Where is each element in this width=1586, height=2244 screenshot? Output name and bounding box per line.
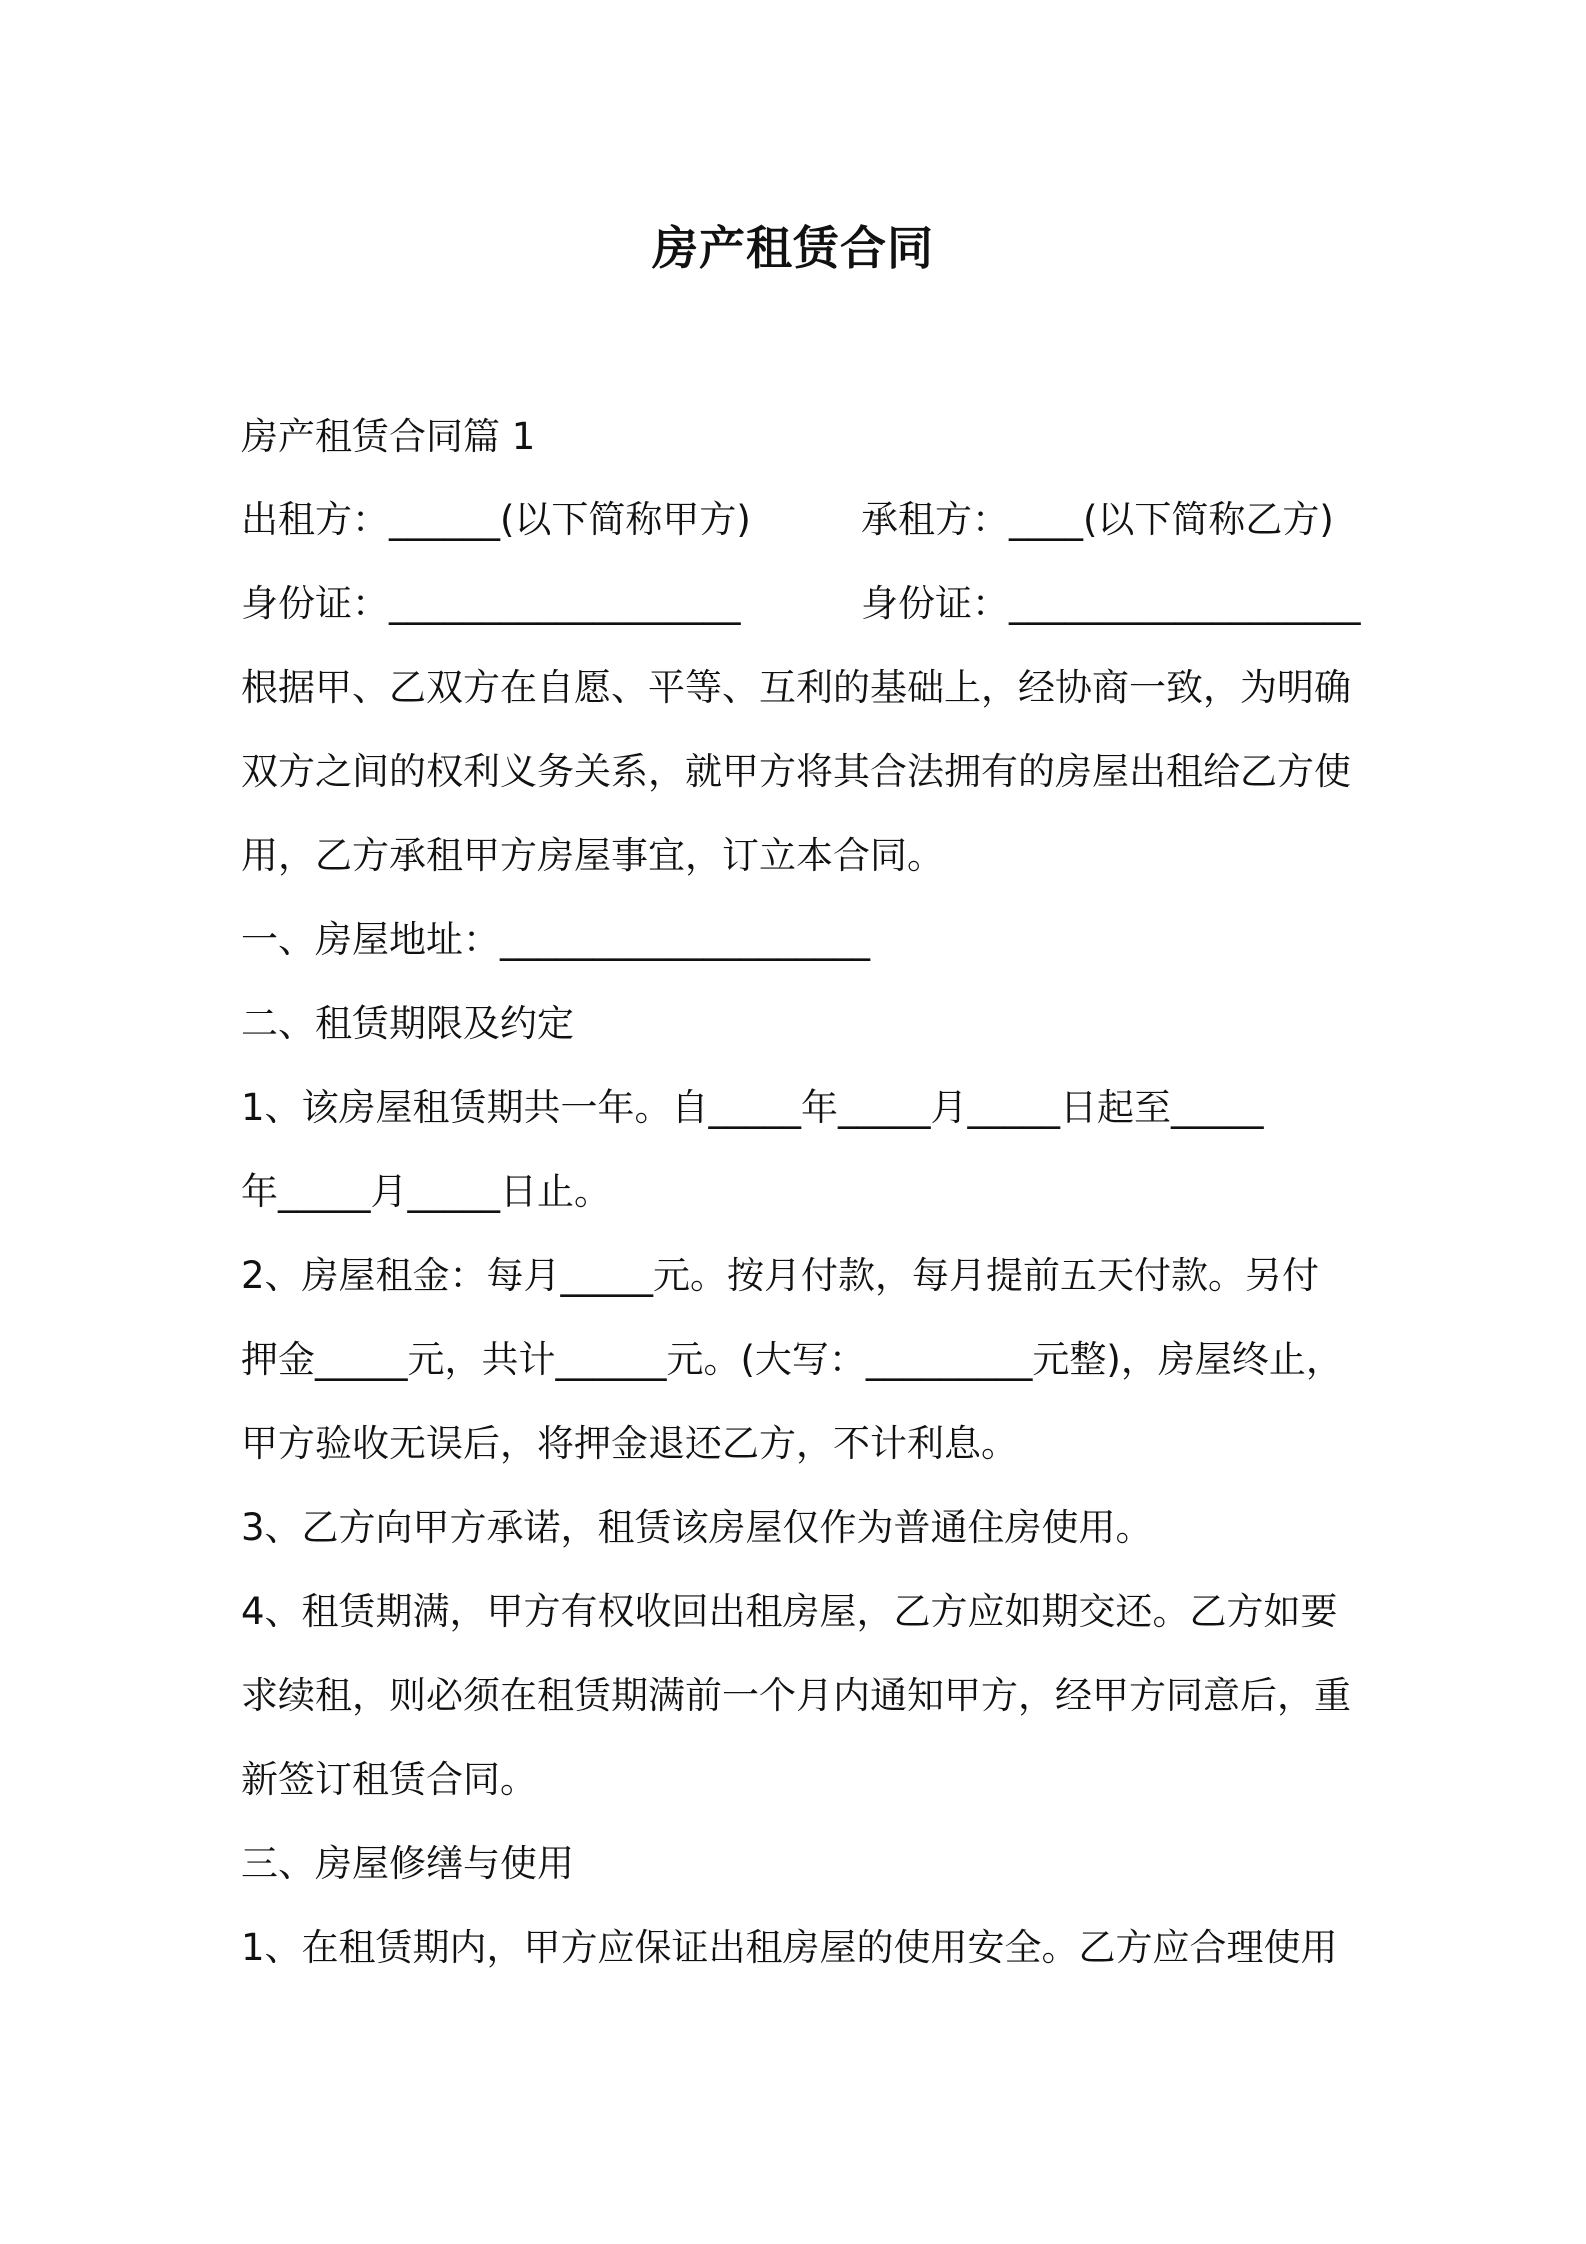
- clause-2-line: 甲方验收无误后，将押金退还乙方，不计利息。: [241, 1422, 1018, 1465]
- lessee-line: 承租方：____(以下简称乙方): [861, 498, 1334, 541]
- section-house-address: 一、房屋地址：____________________: [241, 918, 870, 961]
- clause-1-line: 年_____月_____日止。: [241, 1170, 611, 1213]
- clause-4-line: 4、租赁期满，甲方有权收回出租房屋，乙方应如期交还。乙方如要: [241, 1590, 1338, 1633]
- clause-2-line: 2、房屋租金：每月_____元。按月付款，每月提前五天付款。另付: [241, 1254, 1320, 1297]
- section-3-clause-1-line: 1、在租赁期内，甲方应保证出租房屋的使用安全。乙方应合理使用: [241, 1926, 1338, 1969]
- lessor-line: 出租方：______(以下简称甲方): [241, 498, 751, 541]
- clause-4-line: 求续租，则必须在租赁期满前一个月内通知甲方，经甲方同意后，重: [241, 1674, 1351, 1717]
- section-lease-term: 二、租赁期限及约定: [241, 1002, 574, 1045]
- clause-3-line: 3、乙方向甲方承诺，租赁该房屋仅作为普通住房使用。: [241, 1506, 1153, 1549]
- intro-line: 双方之间的权利义务关系，就甲方将其合法拥有的房屋出租给乙方使: [241, 750, 1351, 793]
- document-subtitle: 房产租赁合同篇 1: [241, 415, 536, 458]
- intro-line: 用，乙方承租甲方房屋事宜，订立本合同。: [241, 834, 944, 877]
- document-title: 房产租赁合同: [652, 221, 934, 275]
- clause-1-line: 1、该房屋租赁期共一年。自_____年_____月_____日起至_____: [241, 1086, 1264, 1129]
- clause-4-line: 新签订租赁合同。: [241, 1758, 537, 1801]
- lessee-id-line: 身份证：___________________: [861, 582, 1361, 625]
- section-repair-and-use: 三、房屋修缮与使用: [241, 1842, 574, 1885]
- clause-2-line: 押金_____元，共计______元。(大写：_________元整)，房屋终止，: [241, 1338, 1343, 1381]
- intro-line: 根据甲、乙双方在自愿、平等、互利的基础上，经协商一致，为明确: [241, 666, 1351, 709]
- lessor-id-line: 身份证：___________________: [241, 582, 741, 625]
